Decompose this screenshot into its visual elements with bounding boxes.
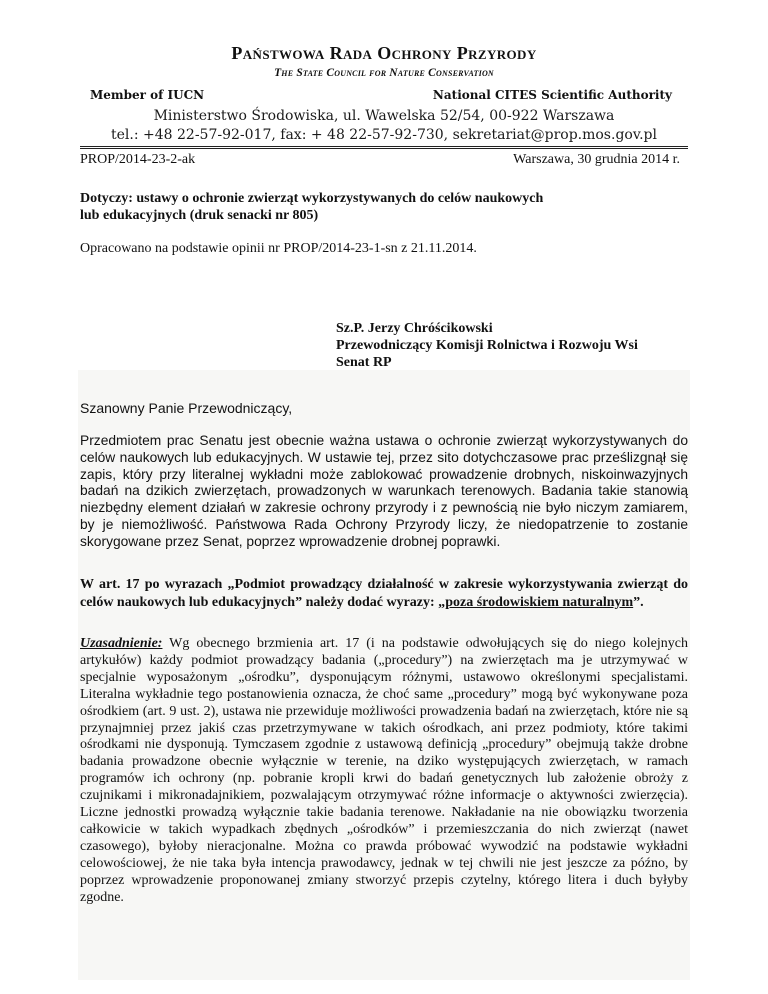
addressee [336,320,686,371]
subject [80,190,688,224]
subject-line-2: lub edukacyjnych (druk senacki nr 805) [80,208,319,223]
justification-paragraph [80,636,688,907]
amendment-added-words: poza środowiskiem naturalnym [445,594,634,610]
amendment-text: W art. 17 po wyrazach „Podmiot prowadzący działalność w zakresie wykorzystywania zwierząt do celów naukowych lub edukacyjnych” należy dodać wyrazy: „ [80,577,688,610]
letter-date: Warszawa, 30 grudnia 2014 r. [513,152,680,167]
address-line: Ministerstwo Środowiska, ul. Wawelska 52/54, 00-922 Warszawa [153,108,615,124]
council-subtitle: The State Council for Nature Conservation [274,67,494,79]
addressee-role: Przewodniczący Komisji Rolnictwa i Rozwoju Wsi [336,338,638,353]
justification-text: Wg obecnego brzmienia art. 17 (i na podstawie odwołujących się do niego kolejnych artykułów) każdy podmiot prowadzący badania („procedury”) na zwierzętach ma je utrzymywać w specjalnie wyposażonym „ośrodku”, dysponującym różnymi, ustawowo określonymi specjalistami. Literalna wykładnie tego postanowienia oznacza, że choć same „procedury” mogą być wykonywane poza ośrodkiem (art. 9 ust. 2), ustawa nie przewiduje możliwości prowadzenia badań na zwierzętach, które nie są przynajmniej przez jakiś czas przetrzymywane w takich ośrodkach, ani przez podmioty, które takimi ośrodkami nie dysponują. Tymczasem zgodnie z ustawową definicją „procedury” obejmują także drobne badania prowadzone obecnie wyłącznie w terenie, na dziko występujących zwierzętach, w ramach programów ich ochrony (np. pobranie kropli krwi do badań genetycznych lub założenie obroży z czujnikami i mikronadajnikiem, pozwalającym otrzymywać różne informacje o aktywności zwierzęcia). Liczne jednostki prowadzą wyłącznie takie badania terenowe. Nakładanie na nie obowiązku tworzenia całkowicie w takich wypadkach zbędnych „ośrodków” i przemieszczania do nich zwierząt (nawet czasowego), byłoby nieracjonalne. Można co prawda próbować wywodzić na podstawie wykładni celowościowej, że nie taka była intencja prawodawcy, jednak w tej chwili nie jest jeszcze za późno, by poprzez wprowadzenie proponowanej zmiany stworzyć przepis czytelny, którego litera i duch byłyby zgodne. [80,636,688,905]
justification-label: Uzasadnienie: [80,636,163,651]
header-divider [80,146,688,149]
member-of-iucn: Member of IUCN [90,88,205,102]
cites-authority: National CITES Scientific Authority [432,88,672,102]
amendment-end: ”. [633,594,644,610]
amendment-proposal [80,576,688,611]
basis-note: Opracowano na podstawie opinii nr PROP/2014-23-1-sn z 21.11.2014. [80,241,477,256]
council-title: Państwowa Rada Ochrony Przyrody [231,43,537,63]
subject-line-1: Dotyczy: ustawy o ochronie zwierząt wykorzystywanych do celów naukowych [80,191,544,206]
contact-line: tel.: +48 22-57-92-017, fax: + 48 22-57-92-730, sekretariat@prop.mos.gov.pl [111,127,657,143]
intro-paragraph: Przedmiotem prac Senatu jest obecnie ważna ustawa o ochronie zwierząt wykorzystywanych do celów naukowych lub edukacyjnych. W ustawie tej, przez sito dotychczasowe prac prześlizgnął się zapis, który przy literalnej wykładni może zablokować prowadzenie drobnych, niskoinwazyjnych badań na dzikich zwierzętach, prowadzonych w warunkach terenowych. Badania takie stanowią niezbędny element działań w zakresie ochrony przyrody i z pewnością nie było niczym zamiarem, by je niemożliwość. Państwowa Rada Ochrony Przyrody liczy, że niedopatrzenie to zostanie skorygowane przez Senat, poprzez wprowadzenie drobnej poprawki. [80,433,688,549]
addressee-org: Senat RP [336,355,392,370]
greeting: Szanowny Panie Przewodniczący, [80,400,293,416]
reference-number: PROP/2014-23-2-ak [80,152,196,167]
addressee-name: Sz.P. Jerzy Chróścikowski [336,321,493,336]
